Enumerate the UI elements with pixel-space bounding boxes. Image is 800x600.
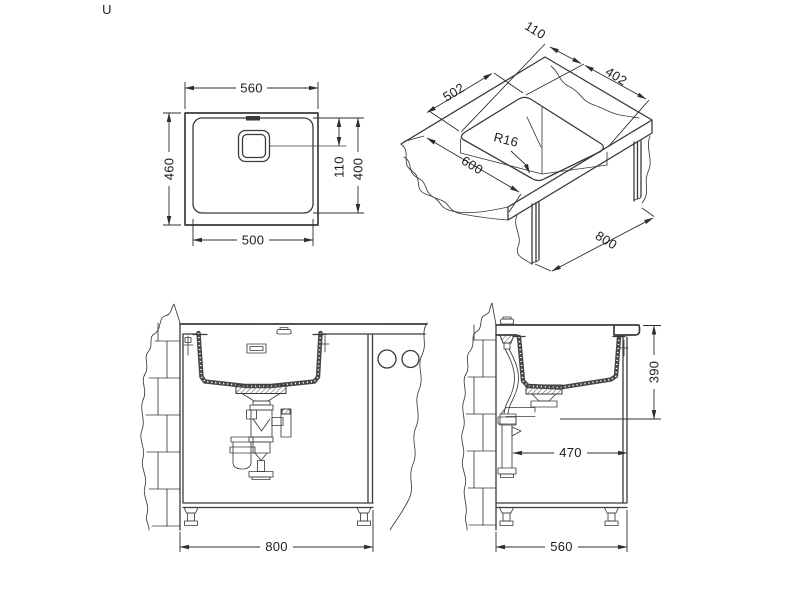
sink-bowl-section (199, 333, 321, 386)
dim-side-trap-depth: 470 (559, 445, 582, 460)
cabinet-foot (500, 508, 514, 526)
wall-front (141, 304, 180, 530)
dim-top-outer-width: 560 (240, 80, 263, 96)
dim-top-inner-width: 500 (241, 232, 265, 248)
dim-front-cabinet-width: 800 (265, 539, 288, 554)
dim-side-install-height: 390 (646, 360, 662, 384)
cabinet-foot (184, 508, 198, 526)
siphon-assembly-side (498, 385, 562, 478)
tap-hole-plug-front (277, 328, 291, 335)
dim-iso-corner-radius: R16 (492, 129, 520, 150)
faucet-hose (504, 349, 519, 414)
drain-flange (236, 385, 286, 394)
wall-side (462, 303, 496, 530)
dim-line-110-iso (550, 47, 581, 64)
overflow-front (247, 344, 266, 353)
iso-leg-right (634, 141, 641, 201)
sink-outer-rim (185, 113, 318, 225)
iso-leg-left (532, 202, 539, 265)
siphon-assembly-front (230, 385, 291, 480)
drain-flange-side (526, 385, 562, 394)
mounting-clip-left (184, 336, 193, 355)
dim-iso-counter-depth: 600 (458, 152, 486, 178)
dim-side-cabinet-depth: 560 (550, 539, 573, 554)
faucet-hole-circle-1 (378, 350, 396, 368)
faucet-backnut (500, 335, 514, 349)
sheet-letter: U (102, 2, 112, 17)
tap-hole-plug-side (501, 317, 514, 324)
dim-iso-cutout-length: 502 (440, 79, 468, 105)
break-line-left-panel (516, 215, 532, 264)
cabinet-front (183, 334, 373, 508)
top-view (162, 81, 366, 248)
cabinet-foot (357, 508, 371, 526)
front-section-view (141, 304, 427, 554)
valve-handle (512, 427, 521, 436)
dim-top-drain-offset: 110 (331, 156, 347, 178)
dim-iso-counter-length: 800 (592, 227, 620, 253)
cabinet-foot (605, 508, 619, 526)
break-line-counter-right (390, 323, 427, 530)
faucet-hole-circle-2 (402, 351, 419, 368)
dim-top-outer-height: 460 (161, 157, 177, 181)
sink-bowl-edge (193, 118, 313, 213)
dim-iso-back-gap: 110 (522, 18, 549, 43)
dim-iso-cutout-width: 402 (602, 63, 630, 89)
trap-cup (233, 442, 251, 469)
dim-top-inner-height: 400 (350, 157, 366, 181)
break-line-right-panel (642, 136, 650, 203)
drain-inner (243, 135, 266, 158)
side-section-view (462, 303, 662, 554)
isometric-view (401, 18, 654, 271)
countertop-side (496, 325, 640, 335)
sink-bowl-section-side (519, 337, 619, 388)
dishwasher-port (247, 410, 257, 419)
overflow-mark (246, 116, 260, 121)
